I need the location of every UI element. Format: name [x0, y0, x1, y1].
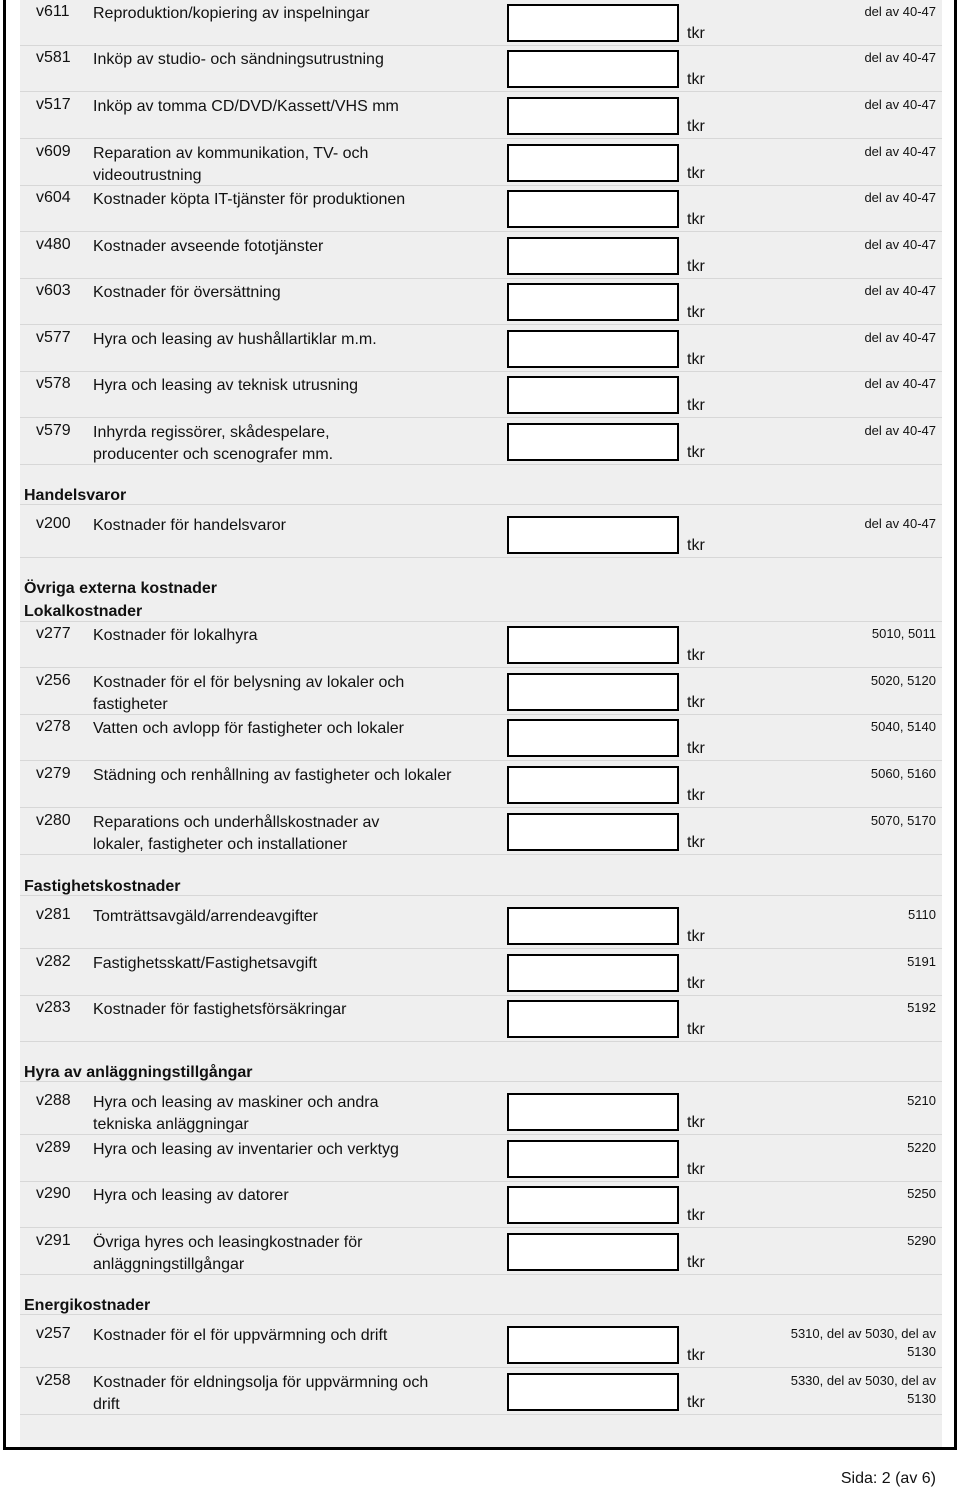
unit-label: tkr [687, 1021, 705, 1038]
account-reference: 5010, 5011 [871, 626, 936, 641]
amount-input[interactable] [507, 376, 679, 414]
row-code: v256 [36, 672, 71, 689]
row-code: v604 [36, 189, 71, 206]
amount-input[interactable] [507, 190, 679, 228]
row-code: v200 [36, 515, 71, 532]
form-row [20, 715, 942, 761]
section-header-row [20, 481, 942, 505]
form-row [20, 1229, 942, 1275]
row-description: Tomträttsavgäld/arrendeavgifter [93, 908, 318, 925]
page-number: Sida: 2 (av 6) [840, 1470, 936, 1487]
account-reference: 5310, del av 5030, del av 5130 [790, 1326, 936, 1359]
amount-input[interactable] [507, 283, 679, 321]
row-code: v291 [36, 1232, 71, 1249]
account-reference: del av 40-47 [864, 237, 936, 252]
form-row [20, 622, 942, 668]
row-code: v280 [36, 812, 71, 829]
unit-label: tkr [687, 304, 705, 321]
amount-input[interactable] [507, 1093, 679, 1131]
form-row [20, 1136, 942, 1182]
form-row [20, 903, 942, 949]
unit-label: tkr [687, 647, 705, 664]
amount-input[interactable] [507, 626, 679, 664]
unit-label: tkr [687, 537, 705, 554]
form-row [20, 996, 942, 1042]
amount-input[interactable] [507, 1233, 679, 1271]
account-reference: 5040, 5140 [870, 719, 936, 734]
form-row [20, 0, 942, 46]
row-description: Inköp av studio- och sändningsutrustning [93, 51, 384, 68]
amount-input[interactable] [507, 1000, 679, 1038]
unit-label: tkr [687, 1207, 705, 1224]
row-code: v517 [36, 96, 71, 113]
amount-input[interactable] [507, 4, 679, 42]
form-row [20, 1182, 942, 1228]
account-reference: del av 40-47 [864, 144, 936, 159]
row-description: Kostnader köpta IT-tjänster för produktionen [93, 191, 406, 208]
row-description: Reparations och underhållskostnader av lokaler, fastigheter och installationer [93, 814, 380, 853]
account-reference: 5250 [907, 1186, 936, 1201]
row-code: v579 [36, 422, 71, 439]
amount-input[interactable] [507, 766, 679, 804]
row-code: v611 [36, 3, 70, 20]
form-row [20, 233, 942, 279]
row-code: v258 [36, 1372, 71, 1389]
row-description: Kostnader för handelsvaror [93, 517, 286, 534]
form-row [20, 372, 942, 418]
section-heading-fastighetskostnader: Fastighetskostnader [24, 878, 181, 895]
account-reference: del av 40-47 [864, 50, 936, 65]
frame-border-left [3, 0, 6, 1450]
form-row [20, 186, 942, 232]
row-description: Hyra och leasing av datorer [93, 1187, 289, 1204]
row-code: v281 [36, 906, 71, 923]
row-code: v480 [36, 236, 71, 253]
unit-label: tkr [687, 787, 705, 804]
row-code: v289 [36, 1139, 71, 1156]
form-row [20, 46, 942, 92]
form-row [20, 762, 942, 808]
amount-input[interactable] [507, 330, 679, 368]
row-description: Kostnader avseende fototjänster [93, 238, 324, 255]
amount-input[interactable] [507, 1140, 679, 1178]
unit-label: tkr [687, 834, 705, 851]
amount-input[interactable] [507, 1326, 679, 1364]
amount-input[interactable] [507, 1373, 679, 1411]
unit-label: tkr [687, 25, 705, 42]
amount-input[interactable] [507, 907, 679, 945]
row-description: Kostnader för el för belysning av lokaler och fastigheter [93, 674, 405, 713]
frame-border-bottom [3, 1447, 957, 1450]
form-row [20, 419, 942, 465]
row-description: Vatten och avlopp för fastigheter och lokaler [93, 720, 404, 737]
amount-input[interactable] [507, 673, 679, 711]
unit-label: tkr [687, 165, 705, 182]
unit-label: tkr [687, 1347, 705, 1364]
row-description: Kostnader för översättning [93, 284, 281, 301]
form-row [20, 669, 942, 715]
amount-input[interactable] [507, 144, 679, 182]
row-description: Kostnader för el för uppvärmning och drift [93, 1327, 388, 1344]
form-row [20, 140, 942, 186]
account-reference: del av 40-47 [864, 190, 936, 205]
row-code: v279 [36, 765, 71, 782]
form-row [20, 1089, 942, 1135]
account-reference: del av 40-47 [864, 97, 936, 112]
row-code: v581 [36, 49, 71, 66]
account-reference: 5210 [907, 1093, 936, 1108]
row-description: Kostnader för lokalhyra [93, 627, 258, 644]
account-reference: 5020, 5120 [870, 673, 936, 688]
unit-label: tkr [687, 740, 705, 757]
amount-input[interactable] [507, 1186, 679, 1224]
account-reference: 5070, 5170 [870, 813, 936, 828]
account-reference: 5220 [907, 1140, 936, 1155]
unit-label: tkr [687, 975, 705, 992]
account-reference: del av 40-47 [864, 283, 936, 298]
amount-input[interactable] [507, 813, 679, 851]
row-code: v577 [36, 329, 71, 346]
row-code: v282 [36, 953, 71, 970]
row-code: v277 [36, 625, 71, 642]
amount-input[interactable] [507, 97, 679, 135]
account-reference: del av 40-47 [864, 516, 936, 531]
amount-input[interactable] [507, 237, 679, 275]
row-code: v283 [36, 999, 71, 1016]
row-code: v603 [36, 282, 71, 299]
row-description: Hyra och leasing av hushållartiklar m.m. [93, 331, 377, 348]
section-heading-handelsvaror: Handelsvaror [24, 487, 127, 504]
row-description: Hyra och leasing av maskiner och andra tekniska anläggningar [93, 1094, 379, 1133]
row-code: v578 [36, 375, 71, 392]
unit-label: tkr [687, 71, 705, 88]
account-reference: 5330, del av 5030, del av 5130 [790, 1373, 936, 1406]
frame-border-right [954, 0, 957, 1450]
account-reference: 5060, 5160 [870, 766, 936, 781]
row-code: v257 [36, 1325, 71, 1342]
unit-label: tkr [687, 258, 705, 275]
unit-label: tkr [687, 1114, 705, 1131]
row-description: Fastighetsskatt/Fastighetsavgift [93, 955, 318, 972]
account-reference: del av 40-47 [864, 423, 936, 438]
unit-label: tkr [687, 397, 705, 414]
row-code: v609 [36, 143, 71, 160]
unit-label: tkr [687, 351, 705, 368]
section-header-row [20, 1291, 942, 1315]
amount-input[interactable] [507, 423, 679, 461]
form-row [20, 1322, 942, 1368]
form-row [20, 326, 942, 372]
row-description: Hyra och leasing av teknisk utrusning [93, 377, 359, 394]
account-reference: 5290 [907, 1233, 936, 1248]
form-row [20, 1369, 942, 1415]
section-heading-energikostnader: Energikostnader [24, 1297, 151, 1314]
row-description: Inhyrda regissörer, skådespelare, producenter och scenografer mm. [93, 424, 334, 463]
unit-label: tkr [687, 928, 705, 945]
account-reference: del av 40-47 [864, 4, 936, 19]
form-row [20, 279, 942, 325]
amount-input[interactable] [507, 50, 679, 88]
account-reference: del av 40-47 [864, 376, 936, 391]
row-description: Reproduktion/kopiering av inspelningar [93, 5, 370, 22]
unit-label: tkr [687, 211, 705, 228]
form-row [20, 950, 942, 996]
unit-label: tkr [687, 444, 705, 461]
account-reference: 5192 [907, 1000, 936, 1015]
row-code: v288 [36, 1092, 71, 1109]
row-description: Städning och renhållning av fastigheter och lokaler [93, 767, 452, 784]
unit-label: tkr [687, 694, 705, 711]
unit-label: tkr [687, 1254, 705, 1271]
account-reference: 5110 [908, 907, 936, 922]
row-description: Inköp av tomma CD/DVD/Kassett/VHS mm [93, 98, 399, 115]
amount-input[interactable] [507, 719, 679, 757]
form-row [20, 93, 942, 139]
row-code: v278 [36, 718, 71, 735]
row-description: Reparation av kommunikation, TV- och videoutrustning [93, 145, 369, 184]
unit-label: tkr [687, 1394, 705, 1411]
row-code: v290 [36, 1185, 71, 1202]
section-heading-hyra: Hyra av anläggningstillgångar [24, 1064, 253, 1081]
section-subheading-lokalkostnader: Lokalkostnader [24, 603, 143, 620]
unit-label: tkr [687, 1161, 705, 1178]
account-reference: 5191 [907, 954, 936, 969]
row-description: Hyra och leasing av inventarier och verktyg [93, 1141, 399, 1158]
form-row [20, 809, 942, 855]
form-row [20, 512, 942, 558]
row-description: Kostnader för eldningsolja för uppvärmning och drift [93, 1374, 429, 1413]
unit-label: tkr [687, 118, 705, 135]
amount-input[interactable] [507, 516, 679, 554]
amount-input[interactable] [507, 954, 679, 992]
account-reference: del av 40-47 [864, 330, 936, 345]
row-description: Kostnader för fastighetsförsäkringar [93, 1001, 347, 1018]
section-heading-ovriga: Övriga externa kostnader [24, 580, 217, 597]
section-header-row [20, 598, 942, 622]
row-description: Övriga hyres och leasingkostnader för anläggningstillgångar [93, 1234, 363, 1273]
